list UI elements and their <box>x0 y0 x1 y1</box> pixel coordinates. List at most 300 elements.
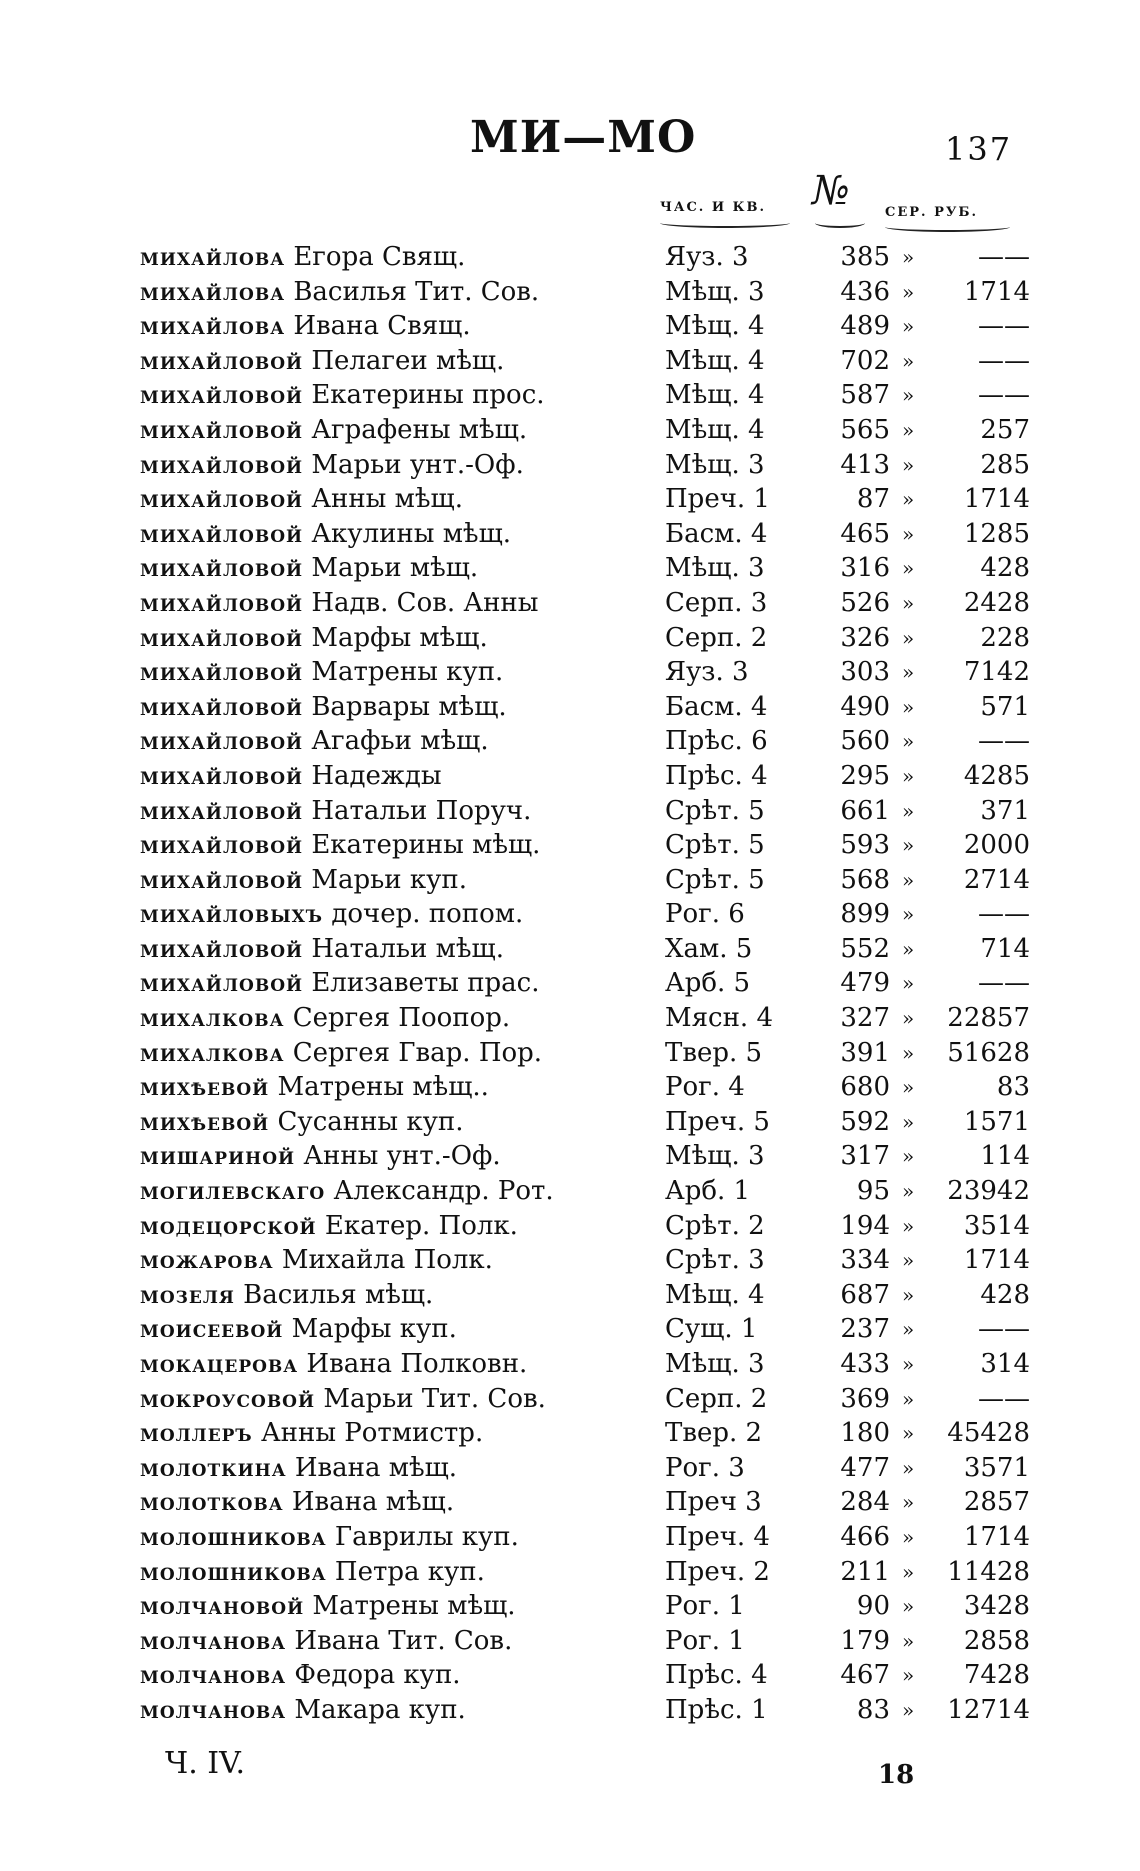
entry-num: 568 <box>840 864 890 895</box>
list-item <box>140 1036 1030 1071</box>
entry-part: Мѣщ. 3 <box>665 276 765 307</box>
entry-num: 83 <box>856 1694 890 1725</box>
list-item <box>140 517 1030 552</box>
entry-part: Твер. 2 <box>665 1418 763 1449</box>
entry-mark: » <box>902 1179 915 1204</box>
entry-name <box>140 1416 483 1450</box>
entry-mark: » <box>902 1490 915 1515</box>
entry-name <box>140 378 545 412</box>
entry-part: Мѣщ. 3 <box>665 1349 765 1379</box>
entry-surname: михайловой <box>140 345 304 375</box>
entry-details: Анны мѣщ. <box>311 484 463 515</box>
entry-value: —— <box>978 380 1030 411</box>
entry-name <box>140 897 523 931</box>
entry-name <box>140 517 511 551</box>
entry-surname: михайловой <box>140 795 304 825</box>
list-item <box>140 344 1030 379</box>
entry-mark: » <box>902 348 915 373</box>
entry-surname: михайловой <box>140 518 304 548</box>
entry-surname: молчанова <box>140 1694 287 1724</box>
entry-surname: молчановой <box>140 1591 305 1621</box>
entry-value: 1714 <box>963 1245 1030 1276</box>
entry-details: Матрены куп. <box>311 657 504 688</box>
entry-value: 1714 <box>963 1521 1030 1552</box>
list-item <box>140 828 1030 863</box>
entry-mark: » <box>902 729 915 754</box>
entry-num: 180 <box>840 1418 890 1449</box>
entry-name <box>140 1589 516 1623</box>
entry-num: 560 <box>840 726 890 757</box>
entry-value: —— <box>978 242 1030 272</box>
entry-details: Надежды <box>311 760 442 791</box>
entry-value: —— <box>978 345 1030 376</box>
entry-part: Мѣщ. 3 <box>665 1141 765 1172</box>
entry-surname: модецорской <box>140 1210 317 1240</box>
entry-mark: » <box>902 452 915 477</box>
entry-num: 680 <box>840 1072 890 1103</box>
entry-name <box>140 240 465 274</box>
column-header-number: № <box>812 168 850 214</box>
entry-value: 1714 <box>963 276 1030 307</box>
entry-name <box>140 932 504 966</box>
entry-surname: можарова <box>140 1245 274 1275</box>
entry-details: Александр. Рот. <box>333 1176 554 1207</box>
entry-mark: » <box>902 487 915 512</box>
entry-details: Федора куп. <box>294 1660 461 1691</box>
entry-details: дочер. попом. <box>331 899 524 930</box>
entry-value: 12714 <box>947 1694 1030 1725</box>
entry-num: 592 <box>840 1106 890 1137</box>
entry-part: Срѣт. 2 <box>665 1210 765 1241</box>
entry-value: —— <box>978 1383 1030 1414</box>
sheet-number: 18 <box>878 1760 915 1790</box>
entry-part: Яуз. 3 <box>665 657 749 688</box>
entry-num: 95 <box>856 1176 890 1207</box>
entry-name <box>140 586 538 620</box>
entry-surname: михайловой <box>140 484 304 514</box>
entry-name <box>140 1139 501 1173</box>
entry-surname: мокацерова <box>140 1349 299 1378</box>
entry-value: 1714 <box>963 484 1030 515</box>
brace-part <box>660 218 790 228</box>
entry-surname: могилевскаго <box>140 1176 326 1206</box>
entry-name <box>140 655 503 689</box>
entry-num: 436 <box>840 276 890 307</box>
entry-details: Анны унт.-Оф. <box>303 1141 501 1172</box>
entry-part: Срѣт. 5 <box>665 830 765 861</box>
entry-details: Елизаветы прас. <box>311 968 540 999</box>
entry-details: Василья Тит. Сов. <box>293 276 540 307</box>
entry-num: 334 <box>840 1245 890 1276</box>
entry-part: Мѣщ. 4 <box>665 414 765 445</box>
list-item <box>140 690 1030 725</box>
entry-num: 433 <box>840 1349 890 1379</box>
entry-surname: молоткина <box>140 1452 287 1482</box>
list-item <box>140 1624 1030 1659</box>
entry-value: 3428 <box>963 1591 1030 1622</box>
list-item <box>140 863 1030 898</box>
entry-details: Матрены мѣщ.. <box>277 1072 489 1103</box>
entry-value: —— <box>978 899 1030 930</box>
entry-details: Акулины мѣщ. <box>311 518 512 549</box>
entry-value: 428 <box>980 1279 1030 1310</box>
entry-mark: » <box>902 1455 915 1480</box>
entry-num: 687 <box>840 1279 890 1310</box>
entry-surname: моисеевой <box>140 1314 284 1344</box>
entry-mark: » <box>902 1697 915 1722</box>
entry-part: Басм. 4 <box>665 518 768 549</box>
entry-surname: михайловой <box>140 622 304 652</box>
entry-surname: молошникова <box>140 1556 327 1586</box>
entry-surname: михѣевой <box>140 1072 270 1102</box>
list-item <box>140 621 1030 656</box>
signature-mark: Ч. IV. <box>165 1746 246 1781</box>
entry-value: 2714 <box>963 864 1030 895</box>
list-item <box>140 1312 1030 1347</box>
list-item <box>140 448 1030 483</box>
list-item <box>140 1347 1030 1382</box>
entry-num: 702 <box>840 345 890 376</box>
entry-details: Ивана мѣщ. <box>294 1452 458 1483</box>
entry-num: 317 <box>840 1141 890 1172</box>
entry-part: Мѣщ. 4 <box>665 345 765 376</box>
entry-value: 371 <box>980 795 1030 826</box>
entry-part: Басм. 4 <box>665 691 768 722</box>
list-item <box>140 932 1030 967</box>
entry-surname: михѣевой <box>140 1106 270 1136</box>
entry-details: Агафьи мѣщ. <box>311 726 489 757</box>
entry-name <box>140 1105 464 1139</box>
entry-value: 2857 <box>963 1487 1030 1518</box>
entry-mark: » <box>902 1317 915 1342</box>
entry-value: 2858 <box>963 1625 1030 1656</box>
entry-value: 228 <box>980 622 1030 653</box>
entry-surname: михайловыхъ <box>140 899 324 929</box>
list-item <box>140 1174 1030 1209</box>
entry-surname: михайлова <box>140 311 286 341</box>
entry-name <box>140 1485 454 1519</box>
entry-name <box>140 413 527 447</box>
entry-part: Преч. 1 <box>665 484 770 515</box>
entry-mark: » <box>902 867 915 892</box>
entry-mark: » <box>902 1559 915 1584</box>
entry-details: Петра куп. <box>334 1556 485 1587</box>
entry-mark: » <box>902 1109 915 1134</box>
entry-mark: » <box>902 1594 915 1619</box>
entry-part: Мѣщ. 3 <box>665 553 765 584</box>
entry-name <box>140 690 507 724</box>
list-item <box>140 586 1030 621</box>
entry-mark: » <box>902 936 915 961</box>
entry-mark: » <box>902 1213 915 1238</box>
entry-value: 314 <box>980 1349 1030 1379</box>
entry-name <box>140 1451 457 1485</box>
entry-part: Преч 3 <box>665 1487 762 1518</box>
entry-name <box>140 966 540 1000</box>
entry-name <box>140 1243 493 1277</box>
entry-num: 413 <box>840 449 890 480</box>
entry-surname: молчанова <box>140 1625 287 1655</box>
entry-details: Ивана Полковн. <box>306 1349 528 1379</box>
list-item <box>140 275 1030 310</box>
list-item <box>140 724 1030 759</box>
entry-name <box>140 482 463 516</box>
list-item <box>140 1278 1030 1313</box>
entry-value: 1285 <box>963 518 1030 549</box>
entry-part: Преч. 4 <box>665 1521 770 1552</box>
entry-details: Матрены мѣщ. <box>312 1591 516 1622</box>
entry-value: 285 <box>980 449 1030 480</box>
entry-mark: » <box>902 383 915 408</box>
entry-surname: михалкова <box>140 1003 285 1033</box>
entry-num: 327 <box>840 1003 890 1034</box>
entry-num: 326 <box>840 622 890 653</box>
list-item <box>140 240 1030 275</box>
entry-surname: молошникова <box>140 1521 327 1551</box>
entry-value: 7428 <box>963 1660 1030 1691</box>
entry-value: 4285 <box>963 760 1030 791</box>
entry-part: Яуз. 3 <box>665 242 749 272</box>
entry-num: 661 <box>840 795 890 826</box>
entry-num: 303 <box>840 657 890 688</box>
entry-value: 83 <box>996 1072 1030 1103</box>
entry-num: 316 <box>840 553 890 584</box>
list-item <box>140 1451 1030 1486</box>
entry-surname: михайловой <box>140 726 304 756</box>
entry-details: Сусанны куп. <box>277 1106 464 1137</box>
list-item <box>140 309 1030 344</box>
entry-details: Василья мѣщ. <box>243 1279 434 1310</box>
entry-value: 2428 <box>963 587 1030 618</box>
entry-num: 490 <box>840 691 890 722</box>
entry-value: 23942 <box>947 1176 1030 1207</box>
entry-num: 284 <box>840 1487 890 1518</box>
entry-details: Сергея Поопор. <box>292 1003 511 1034</box>
entry-mark: » <box>902 763 915 788</box>
entry-mark: » <box>902 1421 915 1446</box>
list-item <box>140 1209 1030 1244</box>
entry-name <box>140 1312 457 1346</box>
list-item <box>140 378 1030 413</box>
entry-name <box>140 1555 485 1589</box>
list-item <box>140 897 1030 932</box>
entry-part: Рог. 3 <box>665 1452 745 1483</box>
entry-surname: молчанова <box>140 1660 287 1690</box>
entry-name <box>140 794 531 828</box>
entry-part: Мѣщ. 4 <box>665 311 765 342</box>
entry-surname: михайловой <box>140 968 304 998</box>
entry-part: Рог. 4 <box>665 1072 745 1103</box>
list-item <box>140 1001 1030 1036</box>
entry-name <box>140 309 471 343</box>
entry-name <box>140 344 504 378</box>
entry-num: 391 <box>840 1037 890 1068</box>
list-item <box>140 1520 1030 1555</box>
entry-surname: михайловой <box>140 380 304 410</box>
entry-mark: » <box>902 1282 915 1307</box>
entry-num: 479 <box>840 968 890 999</box>
entry-num: 237 <box>840 1314 890 1345</box>
entry-num: 211 <box>840 1556 890 1587</box>
entry-value: 571 <box>980 691 1030 722</box>
entry-details: Натальи Поруч. <box>311 795 532 826</box>
list-item <box>140 1589 1030 1624</box>
entry-value: 45428 <box>947 1418 1030 1449</box>
entry-details: Марфы мѣщ. <box>311 622 488 653</box>
entry-mark: » <box>902 833 915 858</box>
entry-details: Сергея Гвар. Пор. <box>292 1037 543 1068</box>
entry-value: —— <box>978 1314 1030 1345</box>
entry-part: Мѣщ. 4 <box>665 1279 765 1310</box>
entry-surname: михайловой <box>140 553 304 583</box>
entry-name <box>140 1624 512 1658</box>
list-item <box>140 413 1030 448</box>
entry-details: Марьи Тит. Сов. <box>323 1383 546 1414</box>
entry-mark: » <box>902 556 915 581</box>
entry-name <box>140 1658 461 1692</box>
entry-part: Рог. 1 <box>665 1591 745 1622</box>
entry-name <box>140 1693 466 1727</box>
entry-surname: михайловой <box>140 933 304 963</box>
entry-part: Твер. 5 <box>665 1037 763 1068</box>
list-item <box>140 794 1030 829</box>
entry-surname: михалкова <box>140 1037 285 1067</box>
entry-details: Марьи мѣщ. <box>311 553 479 584</box>
entry-value: 2000 <box>963 830 1030 861</box>
entry-num: 489 <box>840 311 890 342</box>
entry-details: Екатер. Полк. <box>324 1210 518 1241</box>
entry-name <box>140 1520 519 1554</box>
entry-name <box>140 1070 489 1104</box>
list-item <box>140 482 1030 517</box>
entry-name <box>140 551 478 585</box>
entry-details: Надв. Сов. Анны <box>311 587 539 618</box>
entry-details: Анны Ротмистр. <box>260 1418 484 1449</box>
entry-part: Серп. 3 <box>665 587 768 618</box>
entry-surname: мокроусовой <box>140 1383 316 1413</box>
entry-name <box>140 1278 433 1312</box>
entry-value: 3571 <box>963 1452 1030 1483</box>
entry-value: 3514 <box>963 1210 1030 1241</box>
entry-mark: » <box>902 660 915 685</box>
entry-num: 385 <box>840 242 890 272</box>
entry-value: —— <box>978 726 1030 757</box>
list-item <box>140 1693 1030 1728</box>
entry-surname: михайловой <box>140 657 304 687</box>
entry-value: 114 <box>980 1141 1030 1172</box>
list-item <box>140 1139 1030 1174</box>
entry-mark: » <box>902 1248 915 1273</box>
entry-name <box>140 275 539 309</box>
entry-details: Ивана Тит. Сов. <box>294 1625 513 1656</box>
list-item <box>140 759 1030 794</box>
entry-num: 467 <box>840 1660 890 1691</box>
entry-part: Прѣс. 1 <box>665 1694 768 1725</box>
entry-part: Серп. 2 <box>665 622 768 653</box>
entry-name <box>140 1036 542 1070</box>
entry-mark: » <box>902 1040 915 1065</box>
entry-part: Срѣт. 5 <box>665 864 765 895</box>
brace-number <box>815 218 865 228</box>
entry-details: Пелагеи мѣщ. <box>311 345 505 376</box>
entry-part: Рог. 1 <box>665 1625 745 1656</box>
entry-name <box>140 448 524 482</box>
entry-part: Мясн. 4 <box>665 1003 773 1034</box>
entry-mark: » <box>902 625 915 650</box>
entry-mark: » <box>902 279 915 304</box>
entry-part: Рог. 6 <box>665 899 745 930</box>
list-item <box>140 1555 1030 1590</box>
entry-part: Мѣщ. 3 <box>665 449 765 480</box>
entry-part: Преч. 2 <box>665 1556 770 1587</box>
entry-value: 51628 <box>947 1037 1030 1068</box>
entry-value: 428 <box>980 553 1030 584</box>
entry-part: Срѣт. 5 <box>665 795 765 826</box>
entry-mark: » <box>902 245 915 269</box>
entry-value: 7142 <box>963 657 1030 688</box>
entry-details: Аграфены мѣщ. <box>311 414 528 445</box>
list-item <box>140 655 1030 690</box>
entry-surname: моллеръ <box>140 1418 253 1448</box>
entry-surname: мишариной <box>140 1141 296 1171</box>
entry-num: 194 <box>840 1210 890 1241</box>
entry-name <box>140 724 489 758</box>
column-header-part: ЧАС. И КВ. <box>660 200 767 215</box>
entry-mark: » <box>902 1628 915 1653</box>
entry-name <box>140 863 467 897</box>
entry-part: Хам. 5 <box>665 933 753 964</box>
entry-part: Серп. 2 <box>665 1383 768 1414</box>
entry-num: 899 <box>840 899 890 930</box>
brace-rubles <box>885 222 1010 232</box>
list-item <box>140 1243 1030 1278</box>
entry-num: 369 <box>840 1383 890 1414</box>
entry-details: Михайла Полк. <box>281 1245 493 1276</box>
entry-surname: михайловой <box>140 830 304 860</box>
entry-value: 22857 <box>947 1003 1030 1034</box>
entry-details: Натальи мѣщ. <box>311 933 504 964</box>
entry-mark: » <box>902 1352 915 1376</box>
entry-details: Ивана Свящ. <box>293 311 471 342</box>
entry-details: Гаврилы куп. <box>334 1521 519 1552</box>
entry-part: Арб. 5 <box>665 968 751 999</box>
entry-part: Преч. 5 <box>665 1106 770 1137</box>
entry-num: 526 <box>840 587 890 618</box>
entry-mark: » <box>902 1524 915 1549</box>
entry-surname: михайловой <box>140 414 304 444</box>
entry-num: 565 <box>840 414 890 445</box>
entry-num: 552 <box>840 933 890 964</box>
entry-part: Прѣс. 6 <box>665 726 768 757</box>
list-item <box>140 1382 1030 1417</box>
entry-details: Марьи куп. <box>311 864 467 895</box>
entry-part: Сущ. 1 <box>665 1314 758 1345</box>
entry-value: —— <box>978 311 1030 342</box>
entry-num: 465 <box>840 518 890 549</box>
entry-mark: » <box>902 1144 915 1169</box>
entry-num: 587 <box>840 380 890 411</box>
entry-part: Арб. 1 <box>665 1176 751 1207</box>
entry-name <box>140 759 442 793</box>
entry-num: 179 <box>840 1625 890 1656</box>
entry-mark: » <box>902 314 915 339</box>
entry-mark: » <box>902 590 915 615</box>
entry-surname: михайлова <box>140 242 286 271</box>
entry-list <box>140 240 1030 1728</box>
list-item <box>140 1485 1030 1520</box>
entry-part: Прѣс. 4 <box>665 1660 768 1691</box>
list-item <box>140 1416 1030 1451</box>
